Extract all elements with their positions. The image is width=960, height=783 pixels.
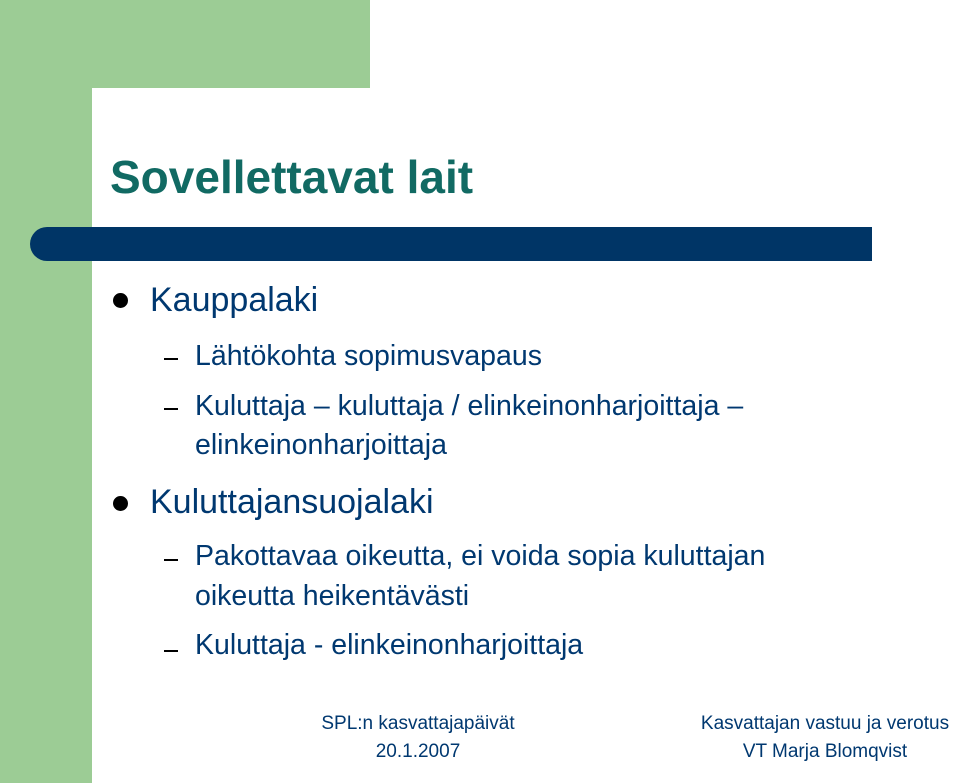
footer-topic: Kasvattajan vastuu ja verotus [700,713,950,734]
subitem-kuluttaja-elinkeino: Kuluttaja - elinkeinonharjoittaja [195,629,584,661]
subitem-kuluttaja-line2: elinkeinonharjoittaja [195,429,447,461]
subitem-lahtokohta: Lähtökohta sopimusvapaus [195,340,542,372]
footer-date: 20.1.2007 [375,741,461,762]
subitem-kuluttaja-line1: Kuluttaja – kuluttaja / elinkeinonharjoittaja – [195,390,744,422]
dash-marker [164,408,178,410]
title-divider-bar [30,227,872,261]
footer-right [690,712,960,764]
dash-marker [164,358,178,360]
bullet-dot [113,293,128,308]
dash-marker [164,650,178,652]
bullet-dot [113,496,128,511]
left-green-band [0,0,92,783]
bullet-kuluttajansuojalaki: Kuluttajansuojalaki [150,483,434,521]
top-green-band [0,0,370,88]
footer-author: VT Marja Blomqvist [742,741,908,762]
bullet-kauppalaki: Kauppalaki [150,281,319,319]
slide-title: Sovellettavat lait [110,151,474,203]
subitem-pakottavaa-line1: Pakottavaa oikeutta, ei voida sopia kuluttajan [195,540,766,572]
footer-event: SPL:n kasvattajapäivät [321,713,515,734]
subitem-pakottavaa-line2: oikeutta heikentävästi [195,580,470,612]
dash-marker [164,559,178,561]
footer-left [290,712,546,764]
